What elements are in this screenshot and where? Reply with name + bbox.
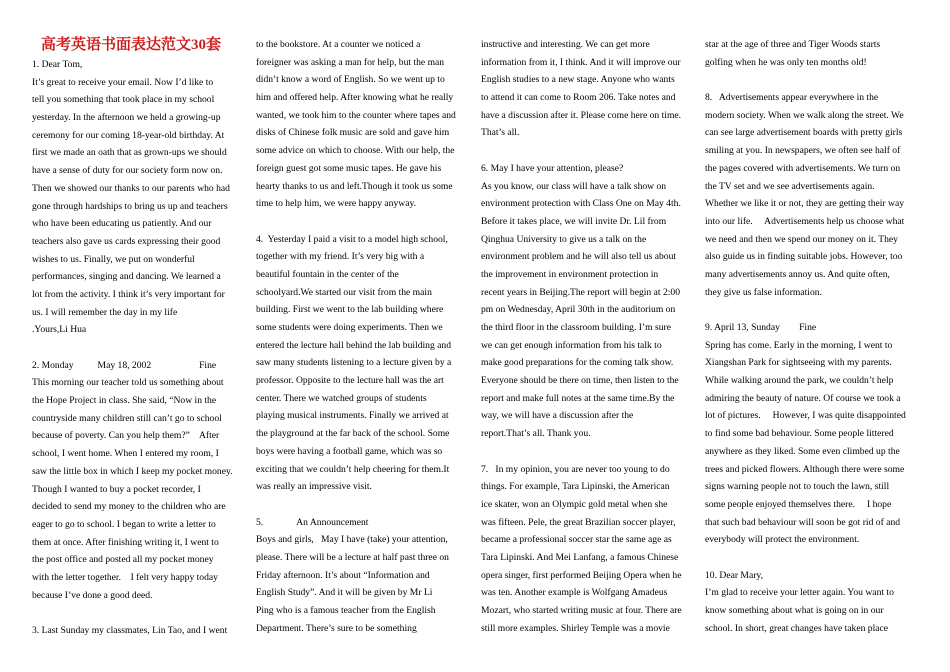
paragraph-gap xyxy=(32,339,248,357)
text-line: Friday afternoon. It’s about “Information and xyxy=(256,569,430,581)
text-line: became a professional soccer star the same age as xyxy=(481,534,672,546)
text-line: 3. Last Sunday my classmates, Lin Tao, and I went xyxy=(32,625,228,636)
text-line: many advertisements annoy us. And quite often, xyxy=(705,268,890,280)
text-line: eager to go to school. I began to write a letter to xyxy=(32,518,216,530)
text-line: That’s all. xyxy=(481,127,520,139)
text-line: entered the lecture hall behind the lab building and xyxy=(256,339,452,351)
text-line: tell you something that took place in my school xyxy=(32,94,215,106)
text-column-1 xyxy=(32,36,248,640)
text-line: the post office and posted all my pocket money xyxy=(32,554,214,566)
text-line: still more examples. Shirley Temple was a movie xyxy=(481,622,670,634)
text-line: information from it, I think. And it will improve our xyxy=(481,56,681,68)
text-line: Qinghua University to give us a talk on the xyxy=(481,233,647,245)
text-line: instructive and interesting. We can get more xyxy=(481,39,650,50)
text-line: beautiful fountain in the center of the xyxy=(256,268,399,280)
text-line: lot from the activity. I think it’s very important for xyxy=(32,288,225,300)
text-line: Then we showed our thanks to our parents who had xyxy=(32,182,230,194)
text-line: who have been educating us patiently. And our xyxy=(32,218,212,230)
text-line: While walking around the park, we couldn’t help xyxy=(705,375,894,387)
paragraph-gap xyxy=(481,142,697,160)
text-line: some advice on which to choose. With our help, the xyxy=(256,145,455,157)
text-line: way, we will have a discussion after the xyxy=(481,410,634,422)
text-line: together with my friend. It’s very big with a xyxy=(256,251,425,263)
text-line: professor. Opposite to the lecture hall was the art xyxy=(256,375,444,387)
text-line: English Study”. And it will be given by Mr Li xyxy=(256,587,433,599)
text-line: teachers also gave us cards expressing their good xyxy=(32,235,221,247)
text-line: foreign guest got some music tapes. He gave his xyxy=(256,162,442,174)
text-line: time to help him, we were happy anyway. xyxy=(256,198,417,210)
text-column-2 xyxy=(256,36,472,637)
paragraph-gap xyxy=(705,549,921,567)
text-line: .Yours,Li Hua xyxy=(32,324,87,336)
paragraph-gap xyxy=(705,71,921,89)
text-column-4 xyxy=(705,36,921,637)
text-line: 7. In my opinion, you are never too young to do xyxy=(481,463,670,475)
text-line: 2. Monday May 18, 2002 Fine xyxy=(32,359,217,371)
text-line: Ping who is a famous teacher from the English xyxy=(256,605,436,616)
text-line: signs warning people not to touch the lawn, still xyxy=(705,481,890,493)
text-line: Mozart, who started writing music at four. There are xyxy=(481,605,682,616)
text-line: saw many students listening to a lecture given by a xyxy=(256,357,452,369)
text-line: 1. Dear Tom, xyxy=(32,59,83,70)
text-line: some students were doing experiments. Then we xyxy=(256,322,443,333)
text-line: It’s great to receive your email. Now I’d like to xyxy=(32,76,214,88)
text-line: was fifteen. Pele, the great Brazilian soccer player, xyxy=(481,516,676,528)
text-line: was really an impressive visit. xyxy=(256,481,372,493)
paragraph-gap xyxy=(481,443,697,461)
text-line: first we made an oath that as grown-ups we should xyxy=(32,147,227,159)
text-line: was ten. Another example is Wolfgang Amadeus xyxy=(481,587,668,599)
text-line: Whether we like it or not, they are getting their way xyxy=(705,198,905,210)
text-line: things. For example, Tara Lipinski, the American xyxy=(481,481,670,493)
text-line: star at the age of three and Tiger Woods starts xyxy=(705,39,881,50)
text-line: report.That’s all. Thank you. xyxy=(481,428,591,440)
text-line: lot of pictures. However, I was quite disappointed xyxy=(705,410,906,422)
text-line: Though I wanted to buy a pocket recorder, I xyxy=(32,483,201,495)
text-column-3 xyxy=(481,36,697,637)
text-line: school. In short, great changes have taken place xyxy=(705,622,889,634)
text-line: the third floor in the classroom building. I’m sure xyxy=(481,322,671,333)
text-line: trees and picked flowers. Although there were some xyxy=(705,463,905,475)
text-line: the TV set and we see advertisements again. xyxy=(705,180,875,192)
text-line: environment problem and he will also tell us about xyxy=(481,251,677,263)
text-line: they give us false information. xyxy=(705,286,822,298)
text-line: 9. April 13, Sunday Fine xyxy=(705,322,817,333)
text-line: some people enjoyed themselves there. I hope xyxy=(705,498,892,510)
text-line: yesterday. In the afternoon we held a growing-up xyxy=(32,112,221,124)
text-line: the Hope Project in class. She said, “Now in the xyxy=(32,395,217,407)
text-line: As you know, our class will have a talk show on xyxy=(481,180,667,192)
text-line: gone through hardships to bring us up and teachers xyxy=(32,200,228,212)
text-line: school, I went home. When I entered my room, I xyxy=(32,448,219,460)
text-line: countryside many children still can’t go to school xyxy=(32,412,222,424)
text-line: the pages covered with advertisements. We turn on xyxy=(705,162,901,174)
text-line: wishes to us. Finally, we put on wonderful xyxy=(32,253,195,265)
text-line: to attend it can come to Room 206. Take notes and xyxy=(481,92,676,104)
text-line: ice skater, won an Olympic gold metal when she xyxy=(481,498,668,510)
text-line: recent years in Beijing.The report will begin at 2:00 xyxy=(481,286,681,298)
text-line: because of poverty. Can you help them?” After xyxy=(32,430,220,442)
text-line: we can get enough information from his talk to xyxy=(481,339,662,351)
text-line: building. First we went to the lab building where xyxy=(256,304,444,316)
text-line: everybody will protect the environment. xyxy=(705,534,860,546)
text-line: environment protection with Class One on May 4th. xyxy=(481,198,681,210)
paragraph-gap xyxy=(256,213,472,231)
text-line: 6. May I have your attention, please? xyxy=(481,162,624,174)
text-line: Tara Lipinski. And Mei Lanfang, a famous Chinese xyxy=(481,551,679,563)
text-line: wanted, we took him to the counter where tapes and xyxy=(256,109,456,121)
text-line: because I’ve done a good deed. xyxy=(32,589,153,601)
text-line: know something about what is going on in our xyxy=(705,605,884,616)
text-line: to find some bad behaviour. Some people littered xyxy=(705,428,894,440)
text-line: pm on Wednesday, April 30th in the auditorium on xyxy=(481,304,676,316)
text-line: opera singer, first performed Beijing Opera when he xyxy=(481,569,682,581)
text-line: smiling at you. In newspapers, we often see half of xyxy=(705,145,901,157)
text-line: make good preparations for the coming talk show. xyxy=(481,357,674,369)
text-line: foreigner was asking a man for help, but the man xyxy=(256,56,445,68)
text-line: boys were having a football game, which was so xyxy=(256,445,443,457)
text-line: Xiangshan Park for sightseeing with my parents. xyxy=(705,357,892,369)
text-line: them at once. After finishing writing it, I went to xyxy=(32,536,219,548)
document-title: 高考英语书面表达范文30套 xyxy=(41,37,222,53)
text-line: the playground at the far back of the school. Some xyxy=(256,428,450,440)
text-line: Department. There’s sure to be something xyxy=(256,622,417,634)
text-line: didn’t know a word of English. So we went up to xyxy=(256,74,445,86)
text-line: English studies to a new stage. Anyone who wants xyxy=(481,74,675,86)
text-line: I’m glad to receive your letter again. You want to xyxy=(705,587,894,599)
text-line: with the letter together. I felt very happy today xyxy=(32,571,218,583)
text-line: center. There we watched groups of students xyxy=(256,392,427,404)
text-line: golfing when he was only ten months old! xyxy=(705,56,867,68)
text-line: ceremony for our coming 18-year-old birthday. At xyxy=(32,129,225,141)
paragraph-gap xyxy=(256,496,472,514)
text-line: him and offered help. After knowing what he really xyxy=(256,92,454,104)
text-line: This morning our teacher told us something about xyxy=(32,377,224,389)
text-line: disks of Chinese folk music are sold and gave him xyxy=(256,127,450,139)
text-line: into our life. Advertisements help us choose what xyxy=(705,215,905,227)
text-line: Before it takes place, we will invite Dr. Lil from xyxy=(481,215,667,227)
text-line: please. There will be a lecture at half past three on xyxy=(256,551,449,563)
text-line: playing musical instruments. Finally we arrived at xyxy=(256,410,449,422)
text-line: exciting that we couldn’t help cheering for them.It xyxy=(256,463,450,475)
text-line: Boys and girls, May I have (take) your attention, xyxy=(256,534,448,546)
text-line: saw the little box in which I keep my pocket money. xyxy=(32,465,233,477)
text-line: 4. Yesterday I paid a visit to a model high school, xyxy=(256,233,448,245)
text-line: schoolyard.We started our visit from the main xyxy=(256,286,432,298)
text-line: have a sense of duty for our society form now on. xyxy=(32,165,223,177)
text-line: 5. An Announcement xyxy=(256,516,369,528)
text-line: report and make full notes at the same time.By the xyxy=(481,392,675,404)
paragraph-gap xyxy=(705,301,921,319)
text-line: hearty thanks to us and left.Though it took us some xyxy=(256,180,453,192)
text-line: performances, singing and dancing. We learned a xyxy=(32,271,221,283)
text-line: anywhere as they liked. Some even climbed up the xyxy=(705,445,900,457)
text-line: the improvement in environment protection in xyxy=(481,268,659,280)
text-line: us. I will remember the day in my life xyxy=(32,306,178,318)
text-line: admiring the beauty of nature. Of course we took a xyxy=(705,392,901,404)
text-line: 8. Advertisements appear everywhere in the xyxy=(705,92,879,104)
text-line: also guide us in finding suitable jobs. However, too xyxy=(705,251,903,263)
text-line: Spring has come. Early in the morning, I went to xyxy=(705,339,893,351)
paragraph-gap xyxy=(32,604,248,622)
text-line: to the bookstore. At a counter we noticed a xyxy=(256,39,421,50)
text-line: Everyone should be there on time, then listen to the xyxy=(481,375,679,387)
text-line: that such bad behaviour will soon be got rid of and xyxy=(705,516,901,528)
text-line: 10. Dear Mary, xyxy=(705,569,763,581)
text-line: have a discussion after it. Please come here on time. xyxy=(481,109,682,121)
text-line: can see large advertisement boards with pretty girls xyxy=(705,127,903,139)
text-line: modern society. When we walk along the street. We xyxy=(705,109,904,121)
text-line: decided to send my money to the children who are xyxy=(32,501,226,513)
text-line: we need and then we spend our money on it. They xyxy=(705,233,898,245)
